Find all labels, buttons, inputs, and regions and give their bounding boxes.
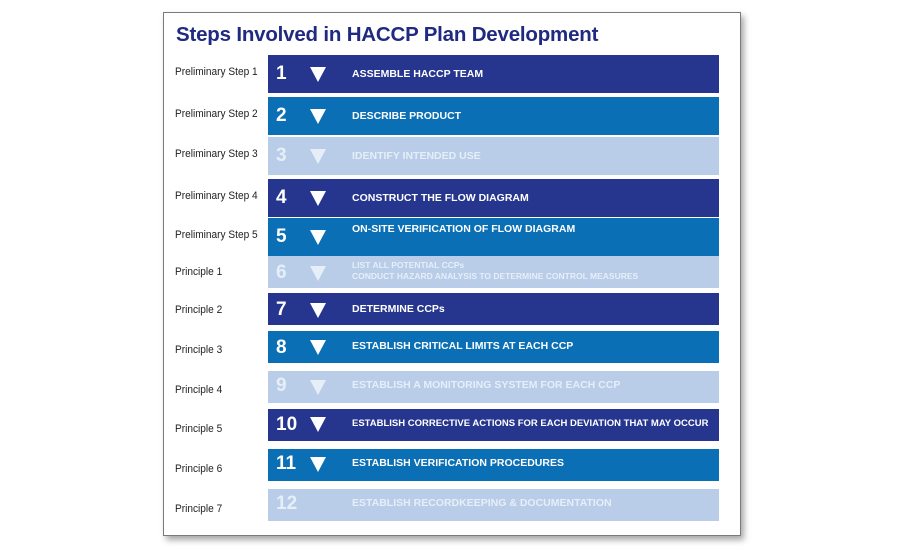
step-label: Preliminary Step 3 <box>175 148 258 160</box>
step-bar <box>268 371 719 403</box>
step-row-11 <box>164 449 740 481</box>
step-row-2 <box>164 97 740 135</box>
step-label: Principle 3 <box>175 344 223 356</box>
step-bar <box>268 218 719 256</box>
step-row-7 <box>164 293 740 325</box>
step-label: Preliminary Step 5 <box>175 229 258 241</box>
step-text: ESTABLISH RECORDKEEPING & DOCUMENTATION <box>352 497 612 509</box>
step-text: ASSEMBLE HACCP TEAM <box>352 68 484 80</box>
step-bar <box>268 256 719 288</box>
step-row-8 <box>164 331 740 363</box>
step-number: 3 <box>276 145 287 166</box>
step-bar <box>268 489 719 521</box>
step-row-6 <box>164 256 740 288</box>
step-number: 5 <box>276 226 287 247</box>
down-arrow-icon <box>310 230 326 245</box>
down-arrow-icon <box>310 266 326 281</box>
step-text: IDENTIFY INTENDED USE <box>352 150 481 162</box>
down-arrow-icon <box>310 109 326 124</box>
step-bar <box>268 331 719 363</box>
down-arrow-icon <box>310 417 326 432</box>
step-row-9 <box>164 371 740 403</box>
step-bar <box>268 55 719 93</box>
down-arrow-icon <box>310 340 326 355</box>
step-bar <box>268 293 719 325</box>
step-text: ESTABLISH VERIFICATION PROCEDURES <box>352 457 564 469</box>
step-text: CONSTRUCT THE FLOW DIAGRAM <box>352 192 529 204</box>
step-text-line-2: CONDUCT HAZARD ANALYSIS TO DETERMINE CONTROL MEASURES <box>352 271 639 281</box>
down-arrow-icon <box>310 380 326 395</box>
step-label: Principle 5 <box>175 423 223 435</box>
step-bar <box>268 137 719 175</box>
step-label: Principle 1 <box>175 266 223 278</box>
step-text-line-1: LIST ALL POTENTIAL CCPs <box>352 260 465 270</box>
step-number: 12 <box>276 493 298 514</box>
step-number: 11 <box>276 453 297 474</box>
step-label: Principle 2 <box>175 304 223 316</box>
step-row-4 <box>164 179 740 217</box>
step-row-10 <box>164 409 740 441</box>
step-label: Principle 4 <box>175 384 223 396</box>
step-number: 1 <box>276 63 287 84</box>
step-text <box>352 260 638 282</box>
step-text: ESTABLISH CORRECTIVE ACTIONS FOR EACH DEVIATION THAT MAY OCCUR <box>352 418 709 429</box>
step-row-12 <box>164 489 740 521</box>
step-text: DESCRIBE PRODUCT <box>352 110 462 122</box>
step-bar <box>268 179 719 217</box>
step-label: Principle 7 <box>175 503 223 515</box>
down-arrow-icon <box>310 457 326 472</box>
step-number: 4 <box>276 187 287 208</box>
step-bar <box>268 449 719 481</box>
step-row-5 <box>164 218 740 256</box>
step-bar <box>268 97 719 135</box>
step-label: Preliminary Step 1 <box>175 66 258 78</box>
step-number: 8 <box>276 337 287 358</box>
step-text: ESTABLISH A MONITORING SYSTEM FOR EACH CCP <box>352 379 621 391</box>
step-number: 10 <box>276 414 298 435</box>
diagram-title: Steps Involved in HACCP Plan Development <box>176 23 599 46</box>
step-label: Preliminary Step 4 <box>175 190 258 202</box>
step-label: Preliminary Step 2 <box>175 108 258 120</box>
step-number: 7 <box>276 299 287 320</box>
step-label: Principle 6 <box>175 463 223 475</box>
step-text: ESTABLISH CRITICAL LIMITS AT EACH CCP <box>352 340 574 352</box>
down-arrow-icon <box>310 191 326 206</box>
step-number: 6 <box>276 262 287 283</box>
down-arrow-icon <box>310 67 326 82</box>
down-arrow-icon <box>310 149 326 164</box>
step-text: DETERMINE CCPs <box>352 303 445 315</box>
step-row-1 <box>164 55 740 93</box>
step-number: 9 <box>276 375 287 396</box>
down-arrow-icon <box>310 303 326 318</box>
step-row-3 <box>164 137 740 175</box>
step-text: ON-SITE VERIFICATION OF FLOW DIAGRAM <box>352 223 576 235</box>
haccp-diagram-card <box>163 12 741 536</box>
step-bar <box>268 409 719 441</box>
step-number: 2 <box>276 105 287 126</box>
